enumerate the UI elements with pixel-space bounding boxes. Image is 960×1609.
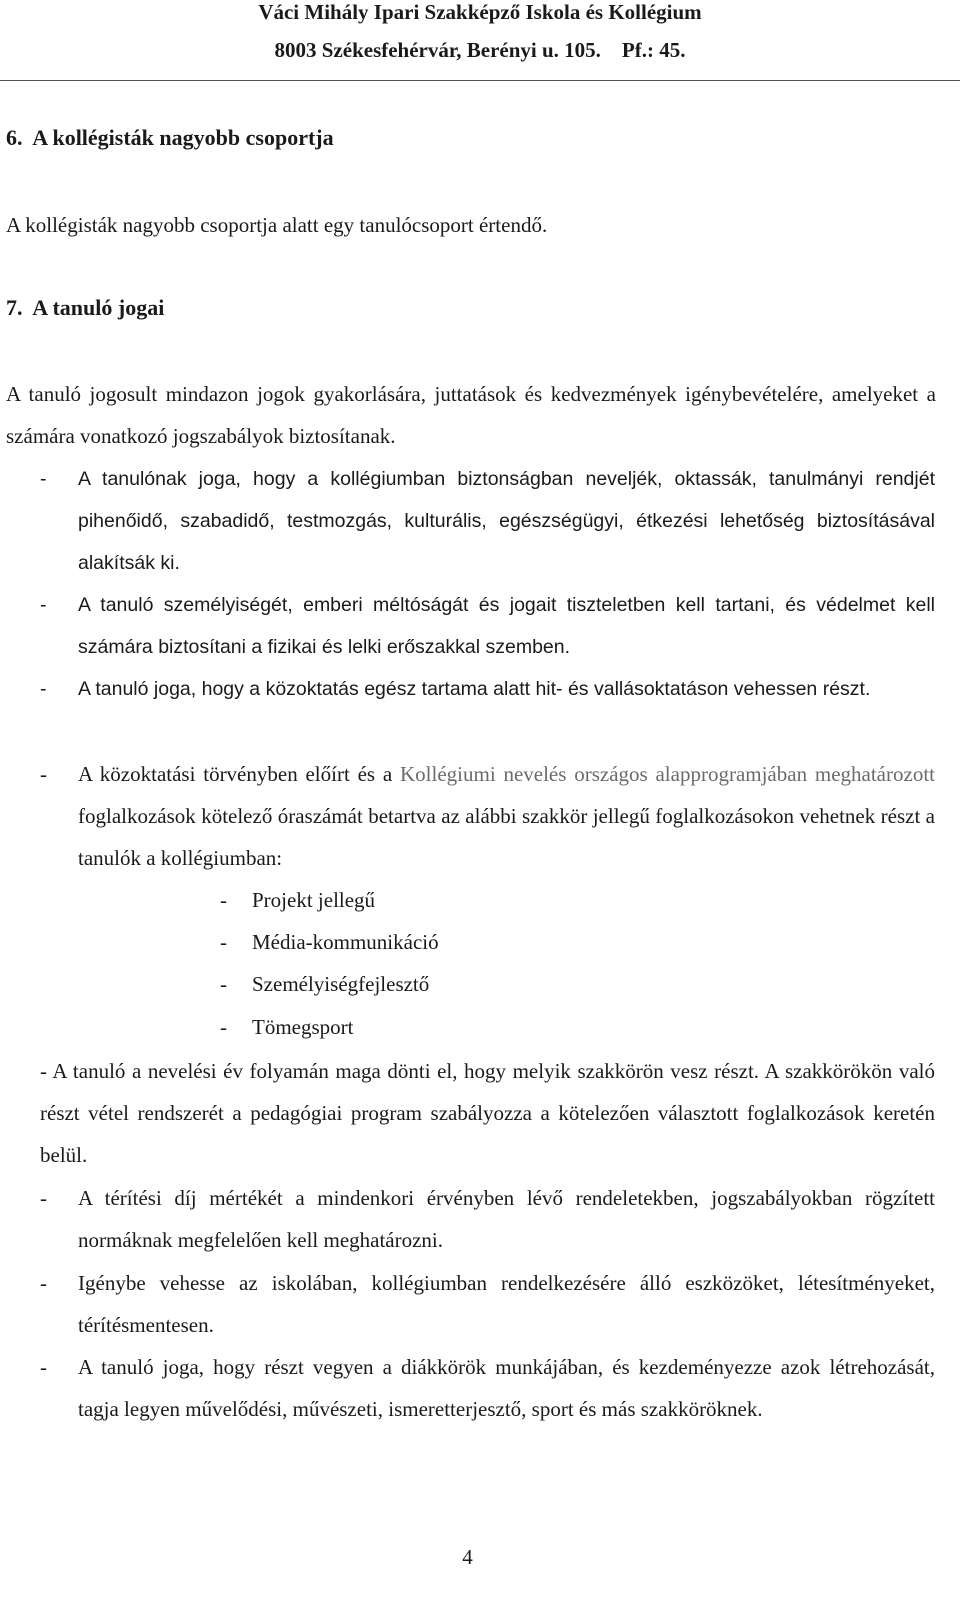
list-dash: - <box>220 930 227 954</box>
item-text: A tanulónak joga, hogy a kollégiumban biztonságban neveljék, oktassák, tanulmányi rendjét pihenőidő, szabadidő, testmozgás, kulturális, egészségügyi, étkezési lehetőség biztosításával alakítsák ki. <box>78 468 935 574</box>
item-text: A tanuló joga, hogy részt vegyen a diákkörök munkájában, és kezdeményezze azok létrehozását, tagja legyen művelődési, művészeti, ismeretterjesztő, sport és más szakköröknek. <box>78 1355 935 1421</box>
program-title: Kollégiumi nevelés országos alapprogramjában meghatározott <box>400 762 935 786</box>
list-dash: - <box>40 594 47 616</box>
section-7-intro: A tanuló jogosult mindazon jogok gyakorlására, juttatások és kedvezmények igénybevételére, amelyeket a számára vonatkozó jogszabályok biztosítanak. <box>6 382 936 448</box>
rights-list-item <box>40 753 935 879</box>
item-text <box>78 753 935 879</box>
item-text: A tanuló joga, hogy a közoktatás egész tartama alatt hit- és vallásoktatáson vehessen részt. <box>78 678 871 700</box>
list-dash: - <box>40 1186 47 1210</box>
item-text-part: A közoktatási törvényben előírt és a <box>78 762 400 786</box>
sub-item-label: Média-kommunikáció <box>252 930 439 954</box>
item-text-part: foglalkozások kötelező óraszámát betartva az alábbi szakkör jellegű foglalkozásokon vehetnek részt a tanulók a kollégiumban: <box>78 804 935 870</box>
rights-list-item <box>40 1346 935 1430</box>
sub-list-item <box>220 888 375 913</box>
sub-list-item <box>220 972 429 997</box>
page-number: 4 <box>462 1545 473 1569</box>
header-divider <box>0 80 960 81</box>
sub-item-label: Projekt jellegű <box>252 888 376 912</box>
list-dash: - <box>40 1271 47 1295</box>
rights-list-item <box>40 458 935 584</box>
item-text: A tanuló személyiségét, emberi méltóságát és jogait tiszteletben kell tartani, és védelmet kell számára biztosítani a fizikai és lelki erőszakkal szemben. <box>78 594 935 658</box>
section-7-heading: 7. A tanuló jogai <box>6 295 165 320</box>
rights-list-item <box>40 1177 935 1261</box>
section-6-heading: 6. A kollégisták nagyobb csoportja <box>6 125 334 150</box>
list-dash: - <box>220 888 227 912</box>
sub-list-item <box>220 1015 353 1040</box>
item-text: A térítési díj mértékét a mindenkori érvényben lévő rendeletekben, jogszabályokban rögzített normáknak megfelelően kell meghatározni. <box>78 1186 935 1252</box>
list-dash: - <box>40 1355 47 1379</box>
list-dash: - <box>220 972 227 996</box>
sub-list-item <box>220 930 439 955</box>
header-address: 8003 Székesfehérvár, Berényi u. 105. Pf.: 45. <box>274 38 686 62</box>
section-6-text: A kollégisták nagyobb csoportja alatt egy tanulócsoport értendő. <box>6 213 548 237</box>
sub-item-label: Tömegsport <box>252 1015 354 1039</box>
header-school-name: Váci Mihály Ipari Szakképző Iskola és Kollégium <box>258 0 702 24</box>
rights-list-item <box>40 584 935 668</box>
list-dash: - <box>40 762 47 786</box>
list-dash: - <box>220 1015 227 1039</box>
item-text: Igénybe vehesse az iskolában, kollégiumban rendelkezésére álló eszközöket, létesítményeket, térítésmentesen. <box>78 1271 935 1337</box>
rights-list-item-flat: - A tanuló a nevelési év folyamán maga dönti el, hogy melyik szakkörön vesz részt. A szakkörökön való részt vétel rendszerét a pedagógiai program szabályozza a kötelezően választott foglalkozások keretén belül. <box>40 1059 935 1167</box>
rights-list-item <box>40 1262 935 1346</box>
sub-item-label: Személyiségfejlesztő <box>252 972 430 996</box>
rights-list-item <box>40 668 935 710</box>
list-dash: - <box>40 678 47 700</box>
list-dash: - <box>40 468 47 490</box>
